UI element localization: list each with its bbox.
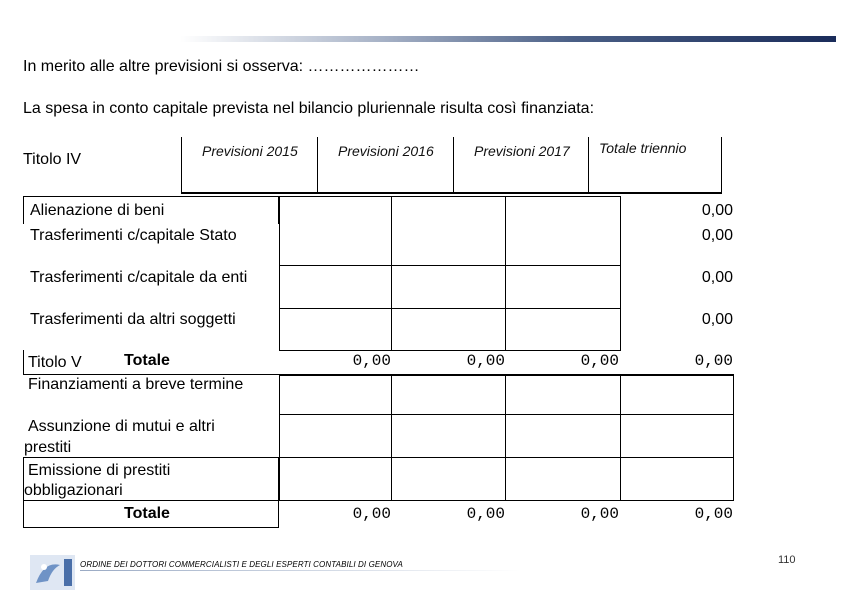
total-2-triennio: 0,00	[694, 505, 733, 523]
table-cell	[391, 265, 506, 309]
row-label-emissione-1: Emissione di prestiti	[28, 462, 171, 479]
total-1-2016: 0,00	[466, 352, 505, 370]
total-1-2015: 0,00	[352, 352, 391, 370]
table-cell	[505, 457, 621, 501]
total-2-2015: 0,00	[352, 505, 391, 523]
titolo-v-label: Titolo V	[28, 354, 82, 371]
total-1-triennio: 0,00	[694, 352, 733, 370]
row-label-fin-breve: Finanziamenti a breve termine	[28, 376, 244, 393]
table-cell	[279, 375, 392, 415]
logo-mark	[30, 555, 75, 590]
header-label-2017: Previsioni 2017	[474, 143, 570, 159]
total-2-2016: 0,00	[466, 505, 505, 523]
row-label-trasf-enti: Trasferimenti c/capitale da enti	[30, 269, 248, 286]
intro-line-1: In merito alle altre previsioni si osserva: …………………	[23, 58, 420, 75]
intro-line-2: La spesa in conto capitale prevista nel bilancio pluriennale risulta così finanziata:	[23, 100, 595, 117]
table-cell	[279, 265, 392, 309]
table-cell	[279, 414, 392, 458]
table-cell	[391, 196, 506, 266]
row-label-mutui-2: prestiti	[24, 439, 72, 456]
header-gradient-bar	[180, 36, 836, 42]
header-label-2015: Previsioni 2015	[202, 143, 298, 159]
header-col-totale	[588, 137, 722, 194]
table-cell	[391, 457, 506, 501]
row-total-trasf-stato: 0,00	[701, 227, 733, 244]
row-label-alienazione: Alienazione di beni	[30, 202, 165, 219]
row-total-trasf-altri: 0,00	[701, 311, 733, 328]
header-col-2015	[181, 137, 317, 194]
table-cell	[620, 457, 734, 501]
row-total-trasf-enti: 0,00	[701, 269, 733, 286]
table-cell	[279, 308, 392, 351]
table-cell	[620, 375, 734, 415]
table-cell	[391, 308, 506, 351]
table-cell	[279, 196, 392, 266]
table-cell	[505, 414, 621, 458]
table-cell	[391, 414, 506, 458]
header-label-2016: Previsioni 2016	[338, 143, 434, 159]
table-cell	[279, 457, 392, 501]
table-cell	[505, 265, 621, 309]
row-label-trasf-stato: Trasferimenti c/capitale Stato	[30, 227, 237, 244]
table-cell	[505, 196, 621, 266]
total-2-2017: 0,00	[580, 505, 619, 523]
row-label-emissione-2: obbligazionari	[24, 482, 123, 499]
row-label-mutui-1: Assunzione di mutui e altri	[28, 418, 215, 435]
titolo-iv-label: Titolo IV	[23, 151, 82, 168]
total-label-1: Totale	[124, 352, 170, 369]
row-total-alienazione: 0,00	[701, 202, 733, 219]
table-cell	[391, 375, 506, 415]
footer-rule	[80, 570, 520, 571]
table-cell	[505, 375, 621, 415]
page-number: 110	[778, 554, 796, 566]
odcec-logo-icon	[30, 555, 75, 590]
header-col-2016	[317, 137, 453, 194]
total-1-2017: 0,00	[580, 352, 619, 370]
footer-org-name: ORDINE DEI DOTTORI COMMERCIALISTI E DEGLI ESPERTI CONTABILI DI GENOVA	[80, 560, 403, 569]
total-label-2: Totale	[124, 505, 170, 522]
table-cell	[620, 414, 734, 458]
header-bottom-rule	[181, 192, 722, 194]
row-label-trasf-altri: Trasferimenti da altri soggetti	[30, 311, 236, 328]
table-cell	[505, 308, 621, 351]
header-col-2017	[453, 137, 588, 194]
header-label-totale: Totale triennio	[599, 140, 687, 156]
